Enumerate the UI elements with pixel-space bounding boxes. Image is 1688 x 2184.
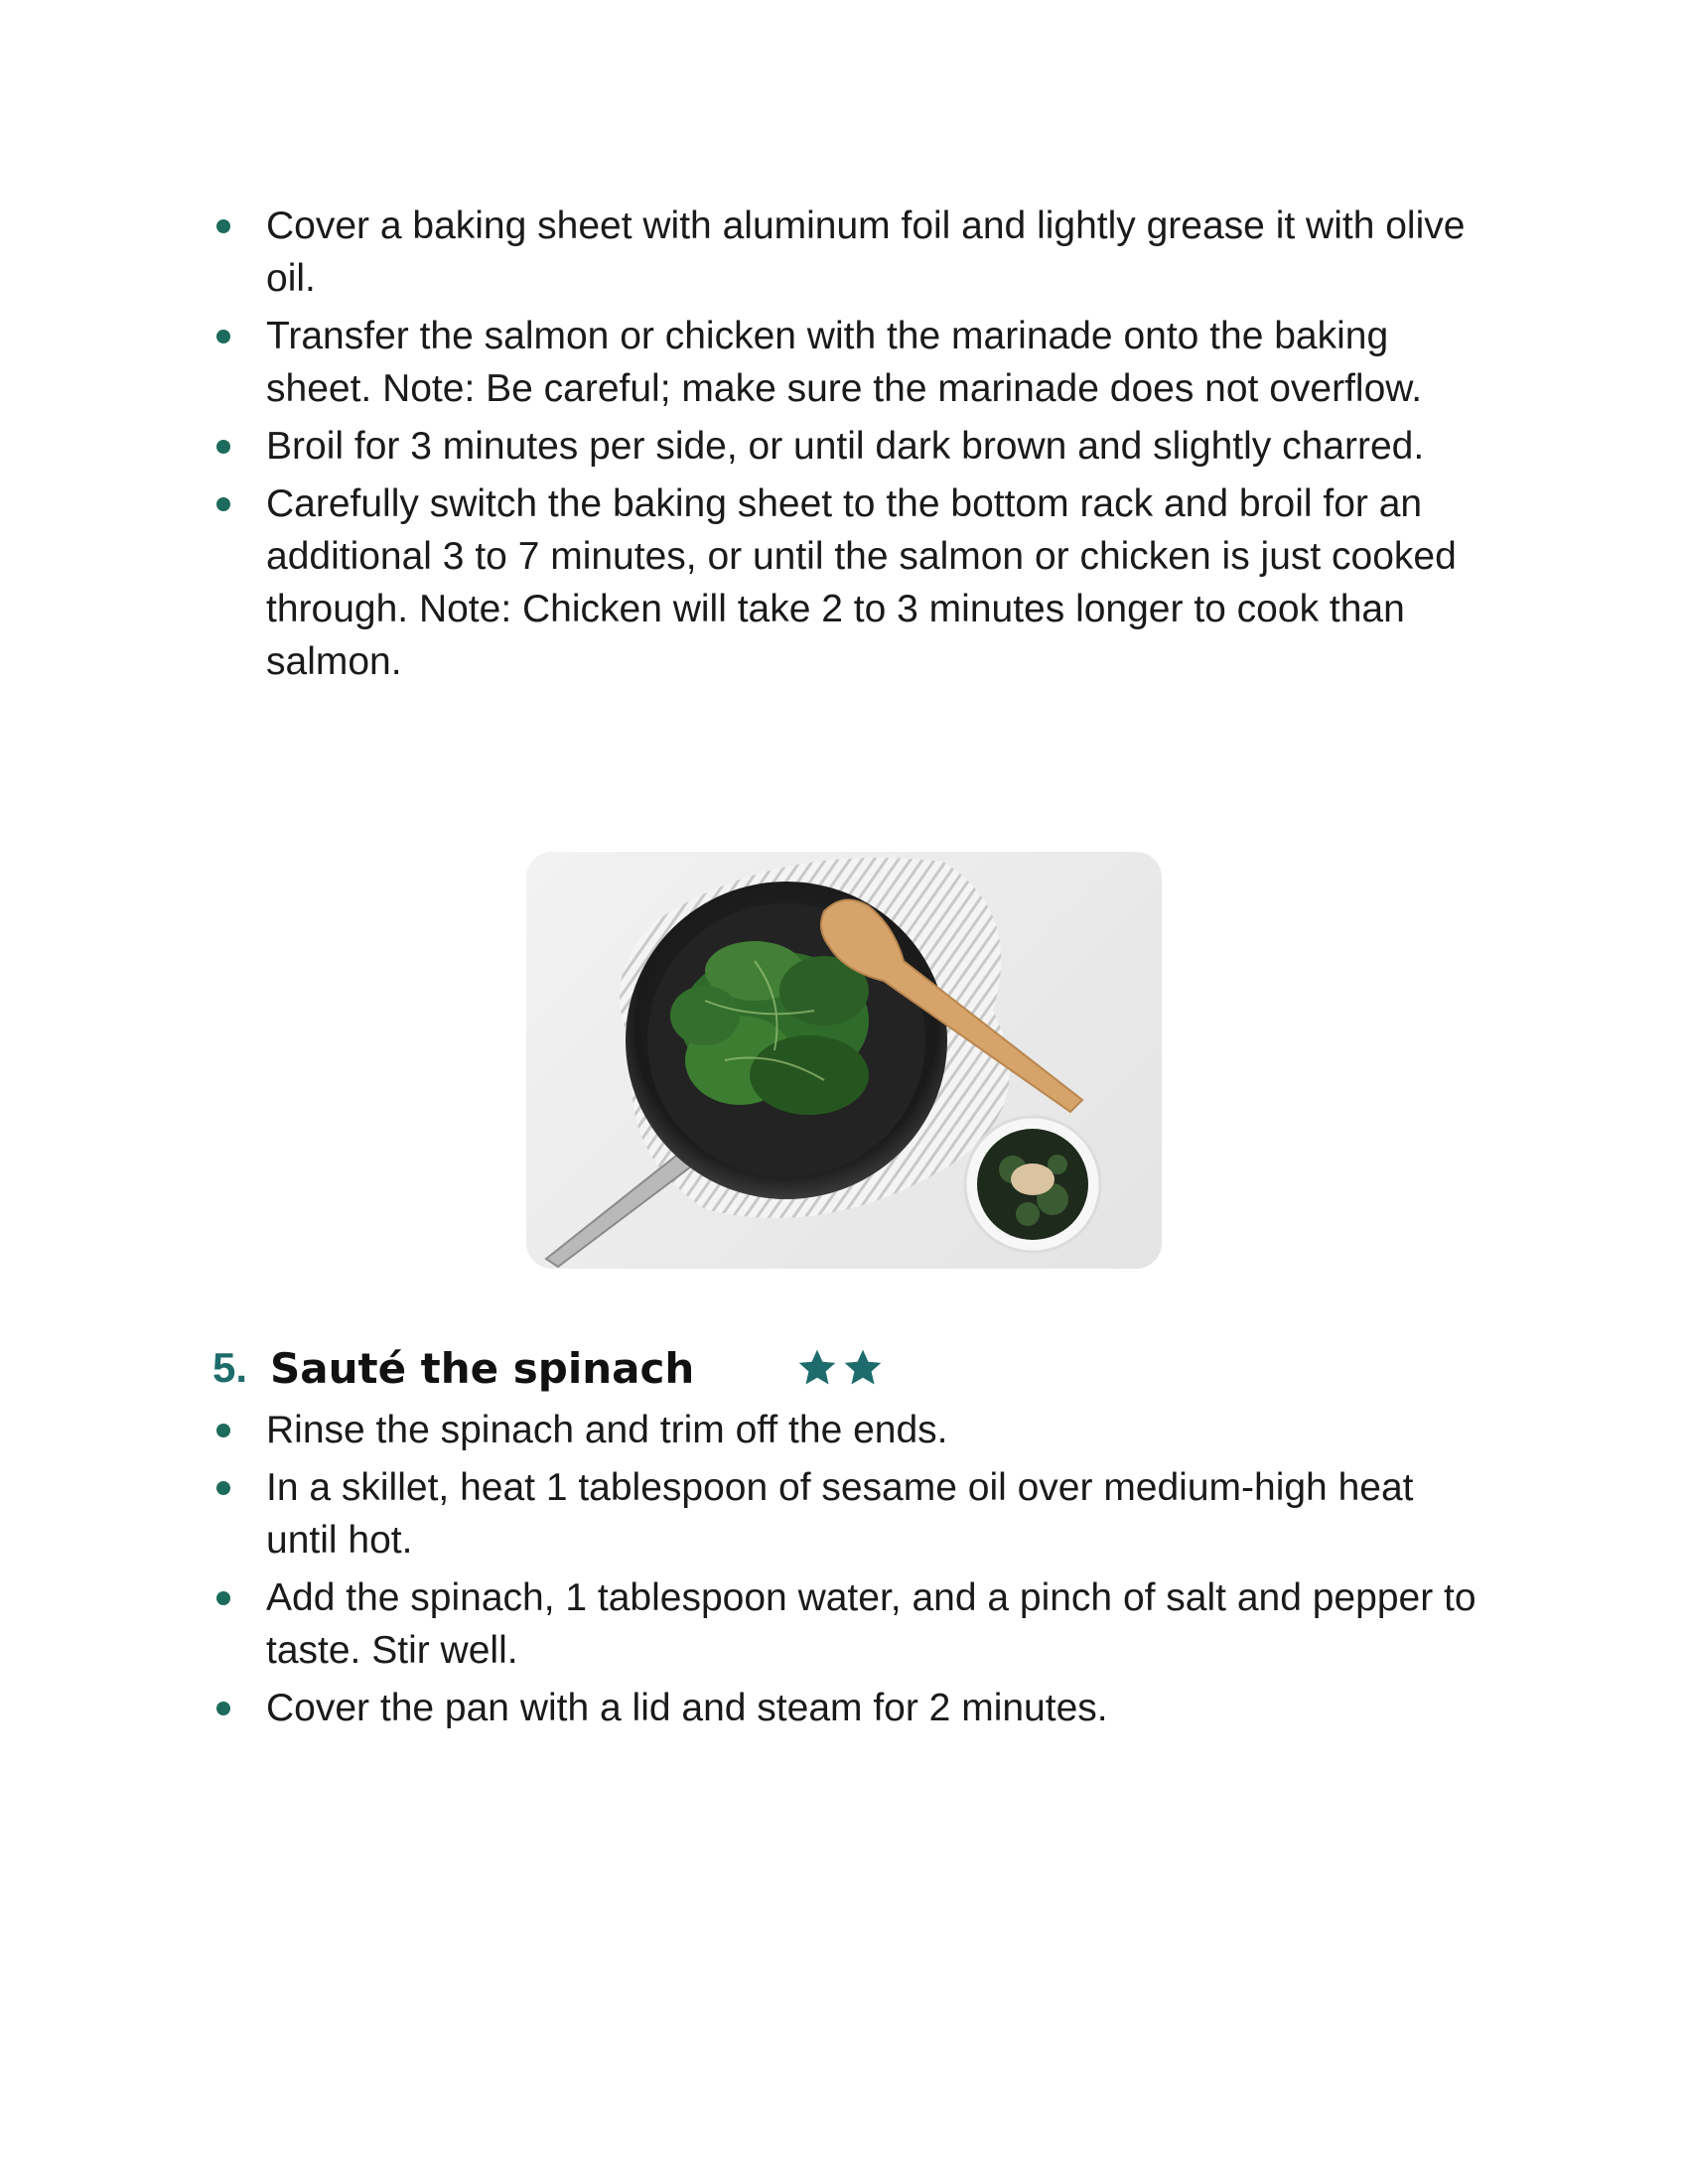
step-text: Cover the pan with a lid and steam for 2 minutes. (266, 1687, 1108, 1729)
list-item (212, 478, 1493, 688)
list-item (212, 200, 1493, 305)
step-text: Carefully switch the baking sheet to the bottom rack and broil for an additional 3 to 7 minutes, or until the salmon or chicken is just cooked through. Note: Chicken will take 2 to 3 minutes longer to cook than salmon. (266, 482, 1457, 683)
spinach-skillet-photo (526, 852, 1162, 1269)
step-text: Rinse the spinach and trim off the ends. (266, 1409, 948, 1451)
bullet-icon (216, 1481, 230, 1495)
bullet-icon (216, 219, 230, 233)
list-item (212, 310, 1493, 415)
difficulty-rating (796, 1347, 884, 1389)
list-item (212, 420, 1493, 473)
bullet-icon (216, 1702, 230, 1715)
star-icon (796, 1347, 838, 1389)
section-heading (212, 1338, 884, 1398)
list-item (212, 1461, 1493, 1567)
instruction-list-top (212, 200, 1493, 693)
section-number: 5. (212, 1344, 248, 1391)
bullet-icon (216, 497, 230, 511)
instruction-list-bottom (212, 1404, 1493, 1739)
bullet-icon (216, 1424, 230, 1437)
list-item (212, 1571, 1493, 1677)
step-text: Add the spinach, 1 tablespoon water, and a pinch of salt and pepper to taste. Stir well. (266, 1576, 1477, 1672)
bullet-icon (216, 440, 230, 454)
star-icon (842, 1347, 884, 1389)
step-text: In a skillet, heat 1 tablespoon of sesame oil over medium-high heat until hot. (266, 1466, 1414, 1562)
step-text: Cover a baking sheet with aluminum foil and lightly grease it with olive oil. (266, 205, 1466, 300)
step-text: Broil for 3 minutes per side, or until dark brown and slightly charred. (266, 425, 1425, 468)
bullet-icon (216, 330, 230, 343)
list-item (212, 1682, 1493, 1734)
bullet-icon (216, 1591, 230, 1605)
step-text: Transfer the salmon or chicken with the marinade onto the baking sheet. Note: Be careful; make sure the marinade does not overflow. (266, 315, 1423, 410)
list-item (212, 1404, 1493, 1456)
section-title: Sauté the spinach (270, 1343, 695, 1393)
